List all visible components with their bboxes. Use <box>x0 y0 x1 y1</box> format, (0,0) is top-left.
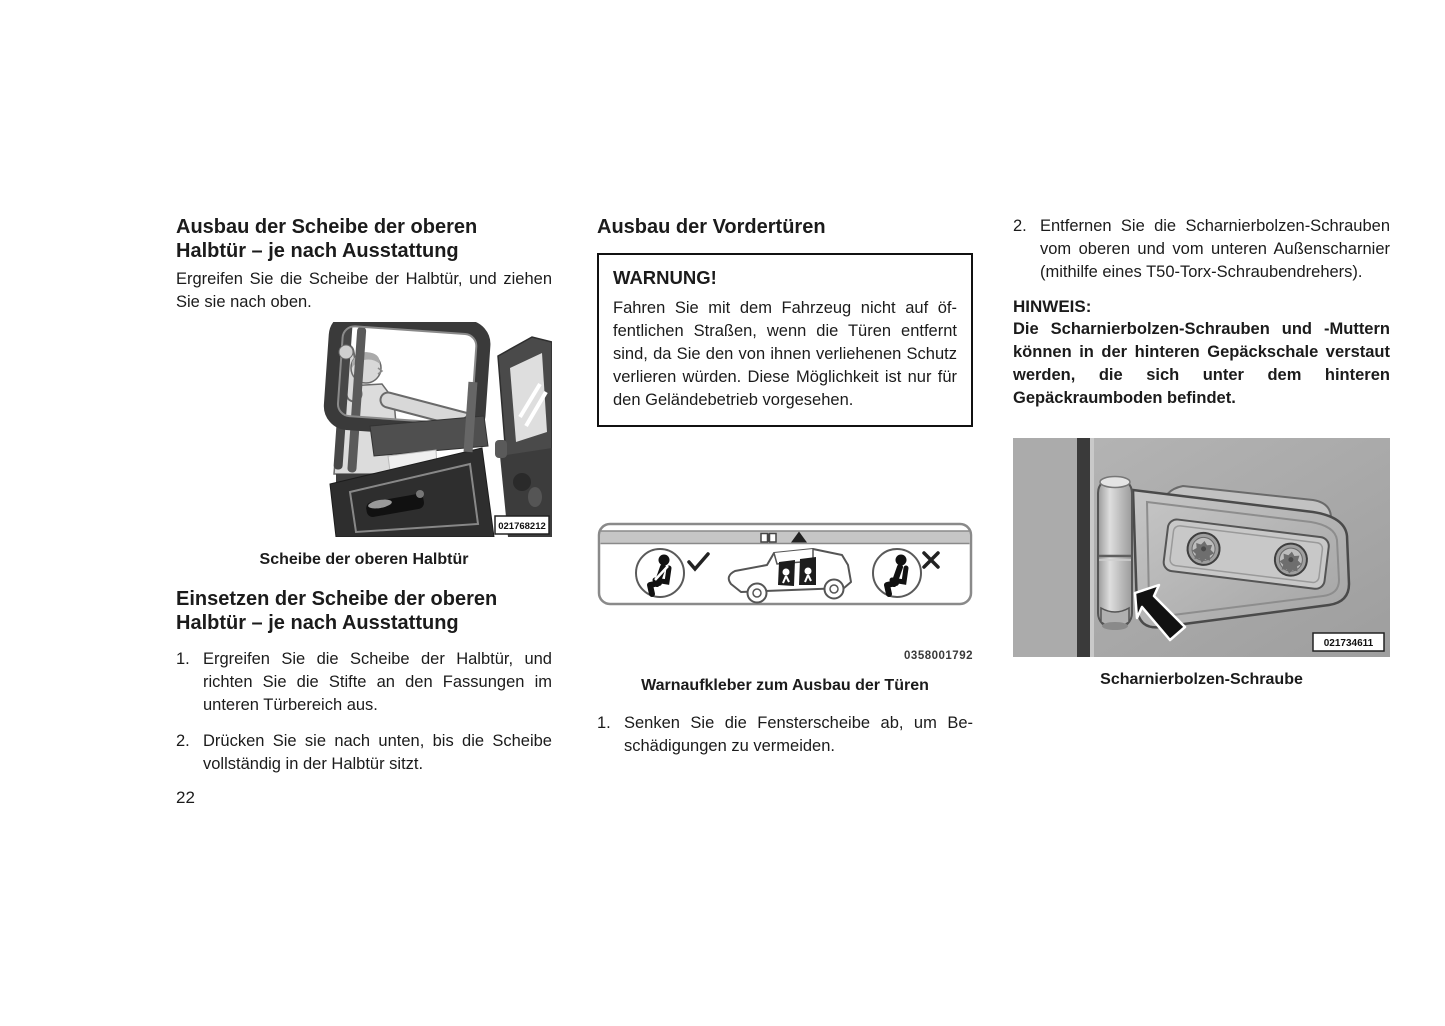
figure-caption-window: Scheibe der oberen Halbtür <box>259 551 469 568</box>
list-item <box>176 648 552 717</box>
figure-window-removal <box>176 322 552 570</box>
list-item-text: Drücken Sie sie nach unten, bis die Scheibe vollständig in der Halbtür sitzt. <box>203 732 552 773</box>
hinge-illustration <box>1013 438 1390 657</box>
list-item-text: Senken Sie die Fensterscheibe ab, um Beschädigungen zu vermeiden. <box>624 714 973 755</box>
note-text: Die Scharnierbolzen-Schrauben und -Muttern können in der hinteren Gepäckschale verstaut werden, die sich unter dem hinteren Gepäckraumboden befindet. <box>1013 320 1390 407</box>
figure-hinge <box>1013 438 1390 690</box>
list-item-number: 1. <box>597 714 611 732</box>
window-removal-illustration <box>270 322 552 537</box>
warning-text: Fahren Sie mit dem Fahrzeug nicht auf öffentlichen Straßen, wenn die Türen entfernt sind, da Sie den von ihnen verliehenen Schutz verlieren würden. Diese Möglichkeit ist nur für den Geländebetrieb vorgesehen. <box>613 299 957 409</box>
column-left <box>176 215 552 776</box>
list-item-text: Ergreifen Sie die Scheibe der Halbtür, und richten Sie die Stifte an den Fassungen im unteren Türbereich aus. <box>203 650 552 714</box>
figure-caption-sticker: Warnaufkleber zum Ausbau der Türen <box>641 677 929 694</box>
page-number: 22 <box>176 788 195 807</box>
column-middle <box>597 215 973 758</box>
manual-book-icon <box>761 534 776 543</box>
column-right <box>1013 215 1390 690</box>
paragraph-window-removal: Ergreifen Sie die Scheibe der Halbtür, und ziehen Sie sie nach oben. <box>176 270 552 311</box>
list-item-number: 2. <box>176 732 190 750</box>
figure-warning-sticker <box>597 522 973 696</box>
warning-title: WARNUNG! <box>613 267 717 288</box>
window-removal-drawing <box>270 322 552 537</box>
figure-code-label: 021768212 <box>498 521 546 532</box>
list-item <box>597 712 973 758</box>
list-item-number: 1. <box>176 650 190 668</box>
list-item <box>176 730 552 776</box>
list-item-number: 2. <box>1013 217 1027 235</box>
figure-caption-hinge: Scharnierbolzen-Schraube <box>1100 671 1303 688</box>
figure-code-label: 0358001792 <box>904 650 973 662</box>
heading-window-removal: Ausbau der Scheibe der oberen Halbtür – je nach Ausstattung <box>176 216 478 262</box>
list-item-text: Entfernen Sie die Scharnierbolzen-Schrauben vom oberen und vom unteren Außenscharnier (mithilfe eines T50-Torx-Schraubendrehers). <box>1040 217 1390 281</box>
note-label: HINWEIS: <box>1013 297 1092 316</box>
warning-sticker-drawing <box>597 522 973 606</box>
warning-box <box>597 253 973 427</box>
list-item <box>1013 215 1390 284</box>
heading-window-install: Einsetzen der Scheibe der oberen Halbtür – je nach Ausstattung <box>176 588 498 634</box>
hinge-drawing <box>1013 438 1390 657</box>
figure-code-label: 021734611 <box>1323 638 1374 649</box>
heading-door-removal: Ausbau der Vordertüren <box>597 216 826 238</box>
